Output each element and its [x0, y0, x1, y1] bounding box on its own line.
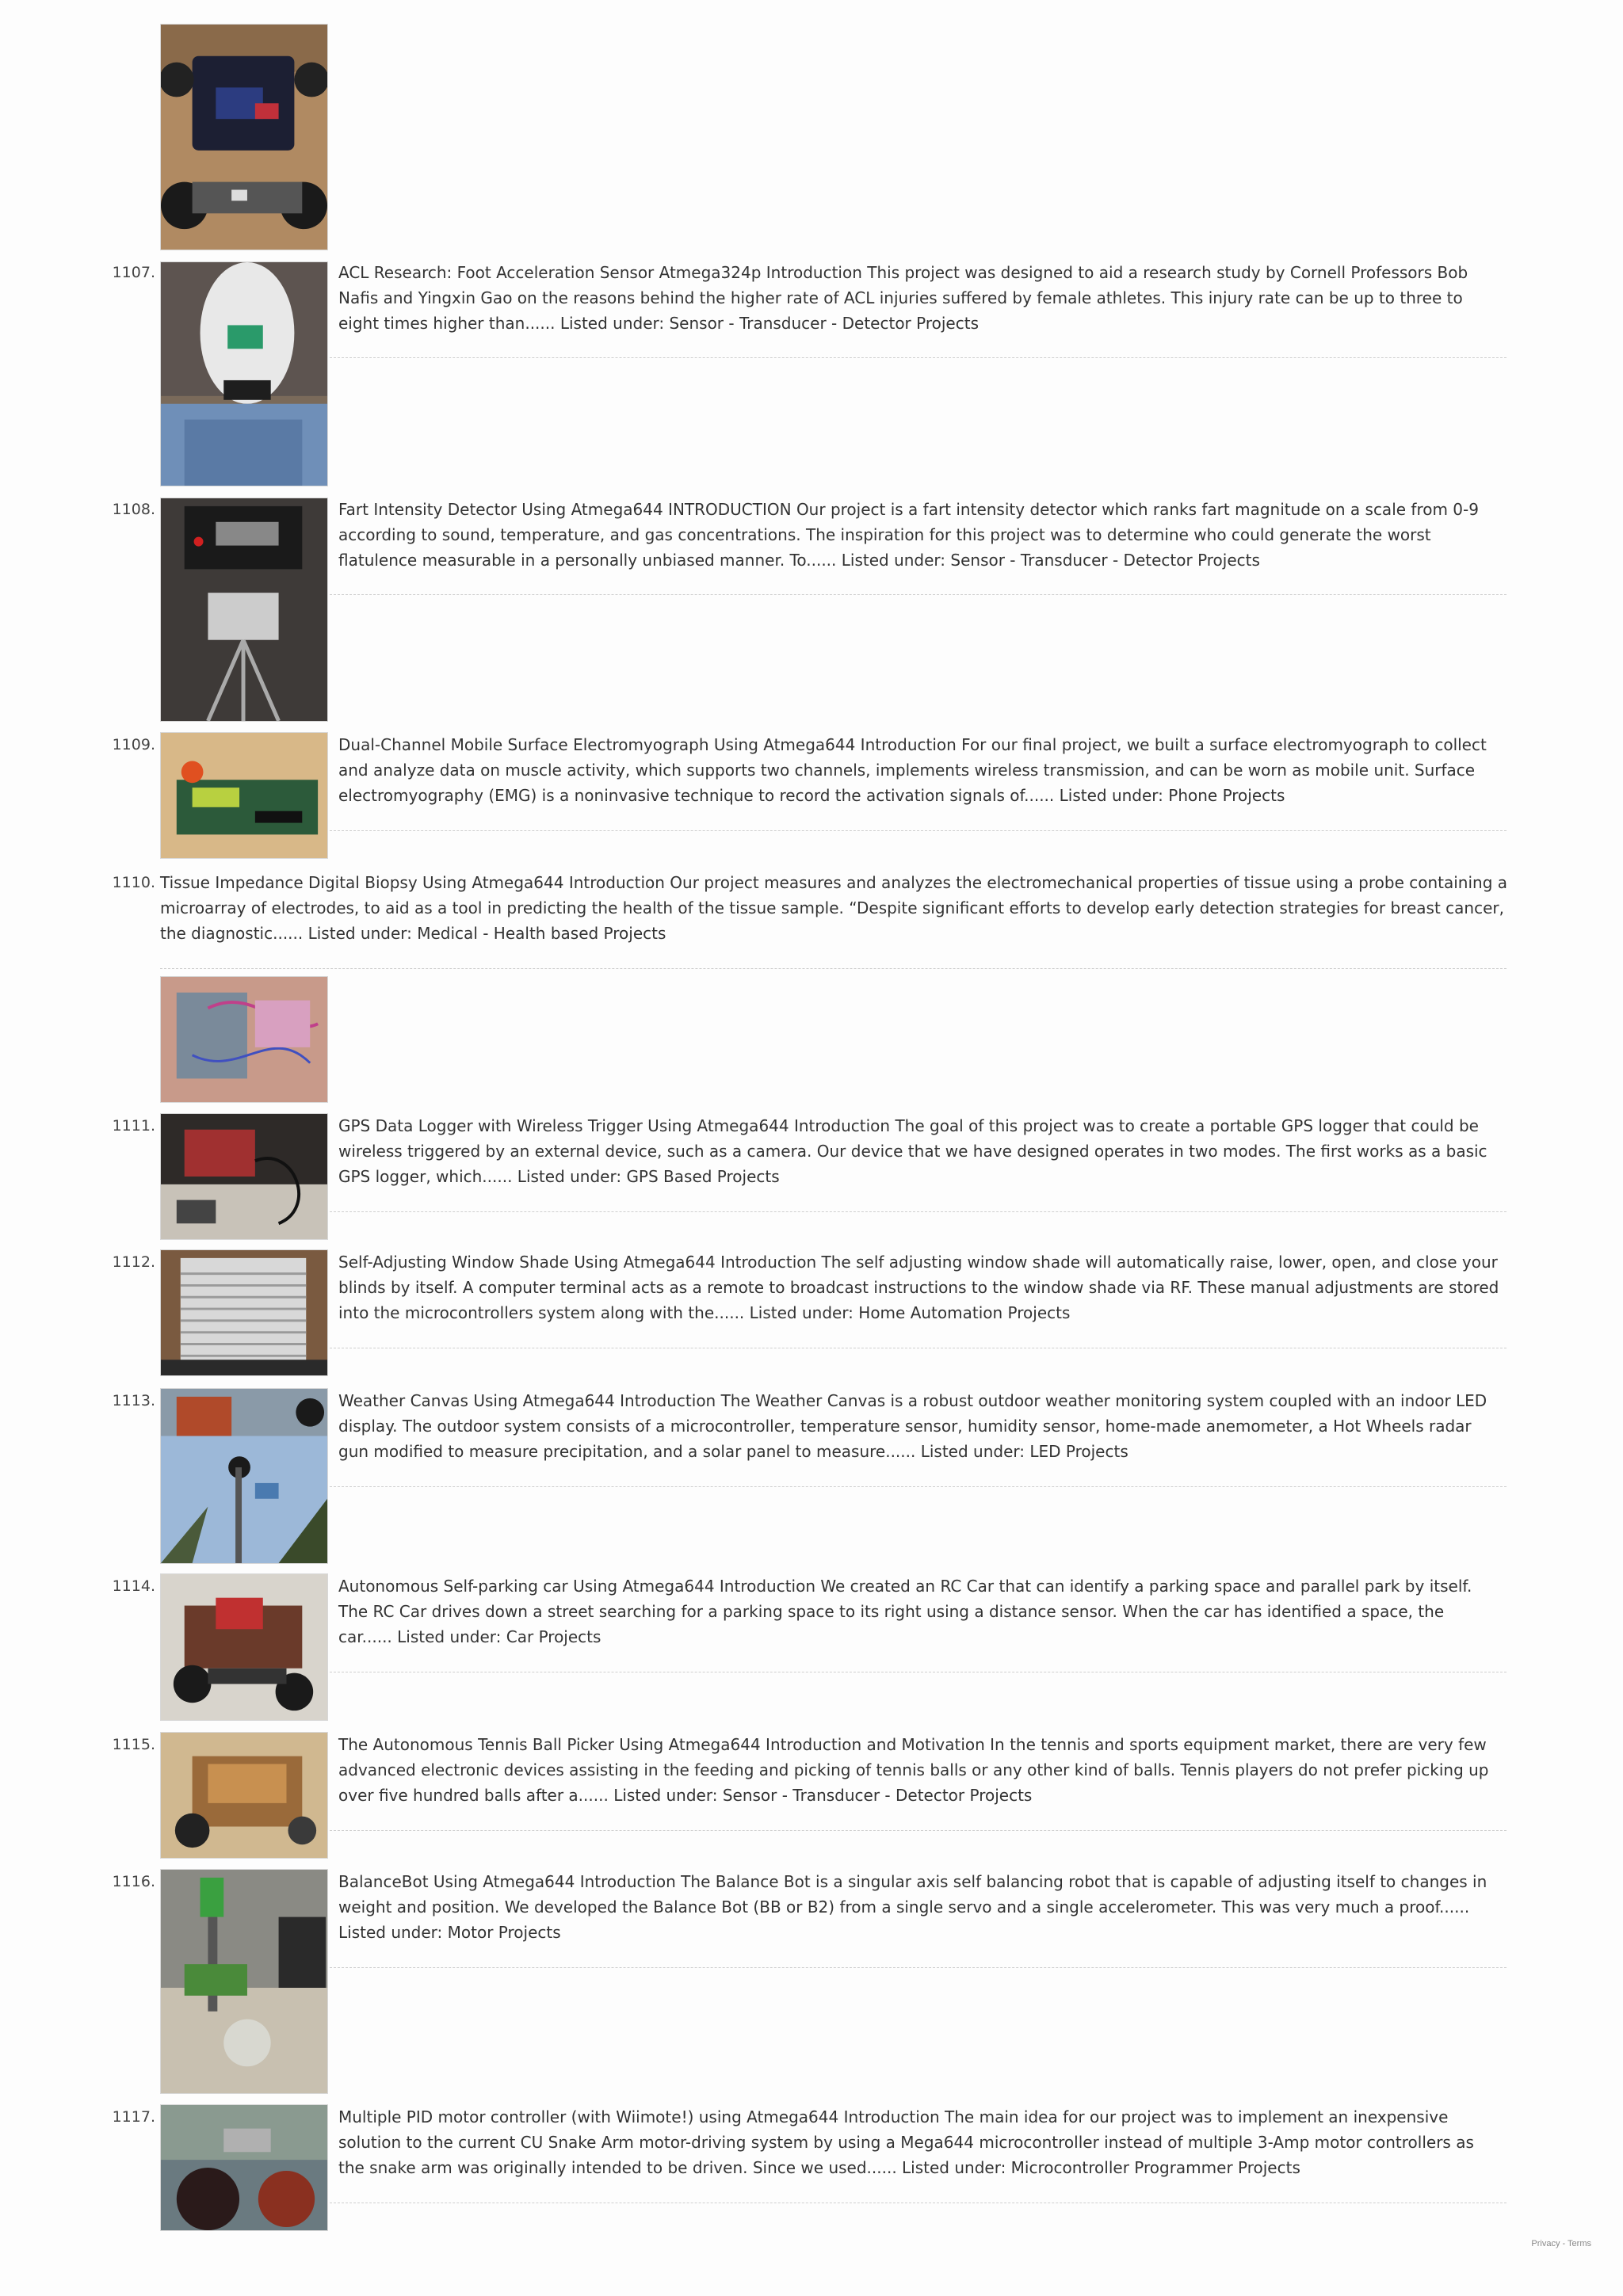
thumbnail[interactable] [160, 732, 328, 859]
item-number: 1107. [112, 264, 155, 281]
item-number: 1109. [112, 736, 155, 753]
thumbnail[interactable] [160, 261, 328, 486]
item-number: 1117. [112, 2108, 155, 2126]
item-number: 1113. [112, 1392, 155, 1409]
thumbnail-image [161, 498, 327, 721]
thumbnail[interactable] [160, 1388, 328, 1564]
item-number: 1111. [112, 1117, 155, 1135]
item-description[interactable]: Weather Canvas Using Atmega644 Introduction The Weather Canvas is a robust outdoor weather monitoring system coupled with an indoor LED display. The outdoor system consists of a microcontroller, temperature sensor, humidity sensor, home-made anemometer, a Hot Wheels radar gun modified to measure precipitation, and a solar panel to measure...... Listed under: LED Projects [338, 1391, 1487, 1461]
thumbnail[interactable] [160, 1249, 328, 1376]
item-number: 1115. [112, 1736, 155, 1753]
thumbnail-image [161, 1733, 327, 1858]
thumbnail[interactable] [160, 976, 328, 1103]
item-description[interactable]: ACL Research: Foot Acceleration Sensor Atmega324p Introduction This project was designed to aid a research study by Cornell Professors Bob Nafis and Yingxin Gao on the reasons behind the higher rate of ACL injuries suffered by female athletes. This injury rate can be up to three to eight times higher than...... Listed under: Sensor - Transducer - Detector Projects [338, 263, 1468, 333]
thumbnail-image [161, 1574, 327, 1720]
thumbnail[interactable] [160, 1573, 328, 1721]
footer [1531, 2239, 1591, 2248]
thumbnail-image [161, 733, 327, 858]
item-description[interactable]: Tissue Impedance Digital Biopsy Using Atmega644 Introduction Our project measures and analyzes the electromechanical properties of tissue using a probe containing a microarray of electrodes, to aid as a tool in predicting the health of the tissue sample. “Despite significant efforts to develop early detection strategies for breast cancer, the diagnostic...... Listed under: Medical - Health based Projects [160, 873, 1508, 943]
thumbnail-image [161, 1250, 327, 1375]
item-number: 1114. [112, 1577, 155, 1595]
separator [330, 830, 1507, 831]
thumbnail[interactable] [160, 1869, 328, 2094]
thumbnail[interactable] [160, 2104, 328, 2231]
thumbnail-image [161, 1870, 327, 2093]
item-description[interactable]: Fart Intensity Detector Using Atmega644 INTRODUCTION Our project is a fart intensity detector which ranks fart magnitude on a scale from 0-9 according to sound, temperature, and gas concentrations. The inspiration for this project was to determine who could generate the worst flatulence measurable in a personally unbiased manner. To...... Listed under: Sensor - Transducer - Detector Projects [338, 500, 1479, 570]
separator [330, 1967, 1507, 1968]
separator [160, 968, 1507, 969]
item-number: 1116. [112, 1873, 155, 1890]
item-description[interactable]: BalanceBot Using Atmega644 Introduction The Balance Bot is a singular axis self balancing robot that is capable of adjusting itself to changes in weight and position. We developed the Balance Bot (BB or B2) from a single servo and a single accelerometer. This was very much a proof...... Listed under: Motor Projects [338, 1872, 1487, 1942]
separator [330, 1830, 1507, 1831]
thumbnail-robot-car[interactable] [160, 24, 328, 250]
thumbnail[interactable] [160, 1113, 328, 1240]
thumbnail-image [161, 2105, 327, 2230]
item-number: 1108. [112, 501, 155, 518]
thumbnail-image [161, 977, 327, 1102]
thumbnail[interactable] [160, 498, 328, 722]
item-description[interactable]: Multiple PID motor controller (with Wiimote!) using Atmega644 Introduction The main idea for our project was to implement an inexpensive solution to the current CU Snake Arm motor-driving system by using a Mega644 microcontroller instead of multiple 3-Amp motor controllers as the snake arm was originally intended to be driven. Since we used...... Listed under: Microcontroller Programmer Projects [338, 2107, 1474, 2177]
thumbnail-image [161, 1389, 327, 1563]
thumbnail[interactable] [160, 1732, 328, 1859]
item-number: 1112. [112, 1253, 155, 1271]
item-description[interactable]: The Autonomous Tennis Ball Picker Using Atmega644 Introduction and Motivation In the tennis and sports equipment market, there are very few advanced electronic devices assisting in the feeding and picking of tennis balls or any other kind of balls. Tennis players do not prefer picking up over five hundred balls after a...... Listed under: Sensor - Transducer - Detector Projects [338, 1735, 1489, 1805]
item-description[interactable]: Self-Adjusting Window Shade Using Atmega644 Introduction The self adjusting window shade will automatically raise, lower, open, and close your blinds by itself. A computer terminal acts as a remote to broadcast instructions to the window shade via RF. These manual adjustments are stored into the microcontrollers system along with the...... Listed under: Home Automation Projects [338, 1253, 1499, 1322]
separator [330, 357, 1507, 358]
separator [330, 1211, 1507, 1212]
footer-separator: - [1560, 2239, 1568, 2248]
separator [330, 1486, 1507, 1487]
terms-link[interactable]: Terms [1568, 2239, 1591, 2248]
thumbnail-robot-car-image [161, 25, 327, 250]
item-description[interactable]: Autonomous Self-parking car Using Atmega644 Introduction We created an RC Car that can identify a parking space and parallel park by itself. The RC Car drives down a street searching for a parking space to its right using a distance sensor. When the car has identified a space, the car...... Listed under: Car Projects [338, 1577, 1472, 1646]
item-number: 1110. [112, 874, 155, 891]
thumbnail-image [161, 262, 327, 486]
privacy-link[interactable]: Privacy [1531, 2239, 1560, 2248]
item-description[interactable]: GPS Data Logger with Wireless Trigger Using Atmega644 Introduction The goal of this project was to create a portable GPS logger that could be wireless triggered by an external device, such as a camera. Our device that we have designed operates in two modes. The first works as a basic GPS logger, which...... Listed under: GPS Based Projects [338, 1116, 1487, 1186]
item-description[interactable]: Dual-Channel Mobile Surface Electromyograph Using Atmega644 Introduction For our final project, we built a surface electromyograph to collect and analyze data on muscle activity, which supports two channels, implements wireless transmission, and can be worn as mobile unit. Surface electromyography (EMG) is a noninvasive technique to record the activation signals of...... Listed under: Phone Projects [338, 735, 1487, 805]
thumbnail-image [161, 1114, 327, 1239]
separator [330, 594, 1507, 595]
